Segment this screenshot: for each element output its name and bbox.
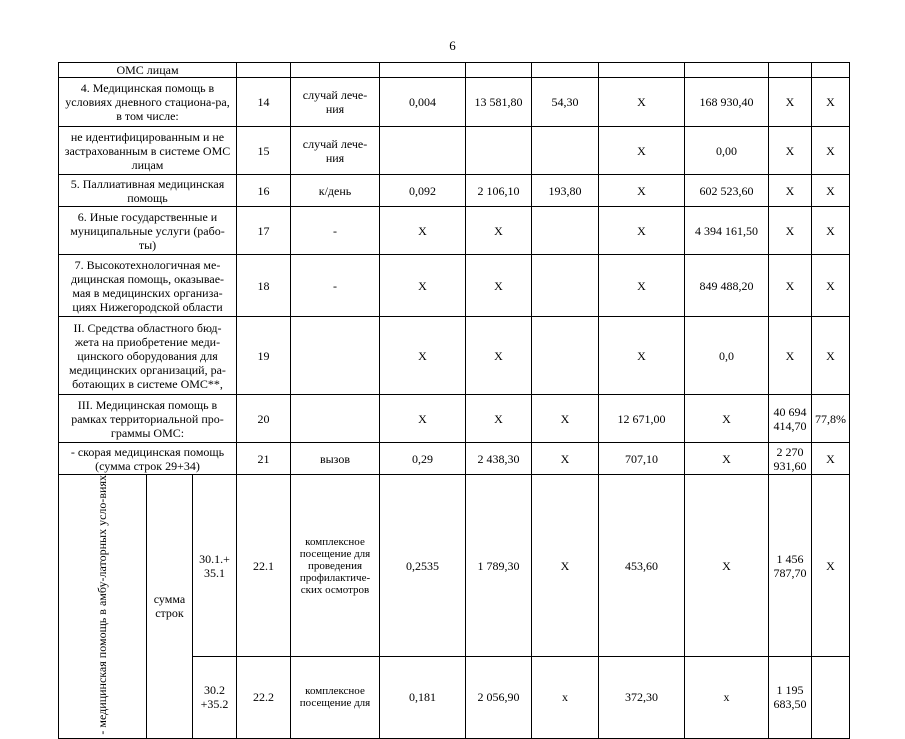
cell: Х [380,207,466,255]
cell: Х [599,175,685,207]
cell: 2 438,30 [466,443,532,475]
cell: Х [812,475,850,657]
cell: Х [812,443,850,475]
cell: 453,60 [599,475,685,657]
cell: 2 056,90 [466,657,532,738]
ambulatory-label: - медицинская помощь в амбу-латорных усло-виях [95,475,109,735]
cell: Х [532,443,599,475]
row-name: 7. Высокотехнологичная ме-дицинская помощь, оказывае-мая в медицинских организа-циях Нижегородской области [59,255,237,317]
cell: Х [812,127,850,175]
row-name: - скорая медицинская помощь (сумма строк 29+34) [59,443,237,475]
budget-table [58,62,850,739]
cell [812,657,850,738]
row-number: 22.1 [237,475,291,657]
table-row [59,255,850,317]
row-unit: к/день [291,175,380,207]
cell: Х [599,127,685,175]
cell: 40 694 414,70 [769,395,812,443]
cell: Х [769,255,812,317]
cell: 193,80 [532,175,599,207]
cell: х [685,657,769,738]
cell: х [532,657,599,738]
cell: 372,30 [599,657,685,738]
cell: Х [769,127,812,175]
table-row [59,395,850,443]
cell: Х [769,207,812,255]
row-number: 16 [237,175,291,207]
row-name: ОМС лицам [59,63,237,78]
cell: 0,0 [685,317,769,395]
cell: 1 456 787,70 [769,475,812,657]
row-number: 18 [237,255,291,317]
row-name: не идентифицированным и не застрахованным в системе ОМС лицам [59,127,237,175]
row-unit: - [291,207,380,255]
cell: Х [769,317,812,395]
row-unit [291,395,380,443]
cell [466,63,532,78]
row-number [237,63,291,78]
cell: Х [532,475,599,657]
cell: Х [466,317,532,395]
cell: 0,2535 [380,475,466,657]
row-unit: - [291,255,380,317]
cell: 12 671,00 [599,395,685,443]
cell: Х [769,175,812,207]
cell [532,255,599,317]
row-number: 14 [237,78,291,127]
cell [769,63,812,78]
row-ref: 30.1.+ 35.1 [193,475,237,657]
cell: Х [812,207,850,255]
row-unit: случай лече-ния [291,127,380,175]
cell: Х [532,395,599,443]
row-number: 21 [237,443,291,475]
cell: 2 270 931,60 [769,443,812,475]
cell: 54,30 [532,78,599,127]
cell: 707,10 [599,443,685,475]
cell: 0,00 [685,127,769,175]
cell: 0,181 [380,657,466,738]
row-name: 5. Паллиативная медицинская помощь [59,175,237,207]
row-name: III. Медицинская помощь в рамках территориальной про-граммы ОМС: [59,395,237,443]
cell: 77,8% [812,395,850,443]
cell: Х [599,317,685,395]
row-number: 22.2 [237,657,291,738]
cell [466,127,532,175]
cell: 1 789,30 [466,475,532,657]
row-unit: комплексное посещение для [291,657,380,738]
table-row [59,78,850,127]
row-unit: вызов [291,443,380,475]
cell: 0,29 [380,443,466,475]
cell: 168 930,40 [685,78,769,127]
row-unit: комплексное посещение для проведения профилактиче-ских осмотров [291,475,380,657]
table-row [59,127,850,175]
cell: 849 488,20 [685,255,769,317]
cell: 0,004 [380,78,466,127]
cell: Х [599,207,685,255]
row-number: 20 [237,395,291,443]
cell [812,63,850,78]
cell: Х [466,255,532,317]
cell: Х [466,207,532,255]
cell: Х [812,78,850,127]
cell [532,317,599,395]
cell: 1 195 683,50 [769,657,812,738]
table-row [59,443,850,475]
row-unit: случай лече-ния [291,78,380,127]
row-unit [291,317,380,395]
cell [380,63,466,78]
cell: Х [812,317,850,395]
row-ref: 30.2 +35.2 [193,657,237,738]
cell: Х [599,78,685,127]
table-row [59,317,850,395]
row-name: 6. Иные государственные и муниципальные услуги (рабо-ты) [59,207,237,255]
cell: 0,092 [380,175,466,207]
cell: Х [812,255,850,317]
cell [685,63,769,78]
row-name: II. Средства областного бюд-жета на приобретение меди-цинского оборудования для медицинских организаций, ра-ботающих в системе ОМС**, [59,317,237,395]
cell: 4 394 161,50 [685,207,769,255]
cell [532,63,599,78]
cell: Х [685,443,769,475]
cell: Х [685,475,769,657]
cell: Х [380,395,466,443]
page-number: 6 [449,38,456,53]
summa-label: сумма строк [147,475,193,739]
cell [599,63,685,78]
row-number: 19 [237,317,291,395]
cell: 602 523,60 [685,175,769,207]
row-number: 15 [237,127,291,175]
cell: Х [380,255,466,317]
cell [380,127,466,175]
table-row [59,207,850,255]
table-row [59,63,850,78]
cell [532,207,599,255]
row-name: 4. Медицинская помощь в условиях дневного стациона-ра, в том числе: [59,78,237,127]
row-unit [291,63,380,78]
cell: Х [812,175,850,207]
cell: Х [466,395,532,443]
cell: Х [769,78,812,127]
row-number: 17 [237,207,291,255]
cell: 2 106,10 [466,175,532,207]
cell: Х [599,255,685,317]
cell [532,127,599,175]
cell: Х [685,395,769,443]
ambulatory-label-cell [59,475,147,739]
cell: 13 581,80 [466,78,532,127]
table-row [59,175,850,207]
cell: Х [380,317,466,395]
table-row [59,475,850,657]
